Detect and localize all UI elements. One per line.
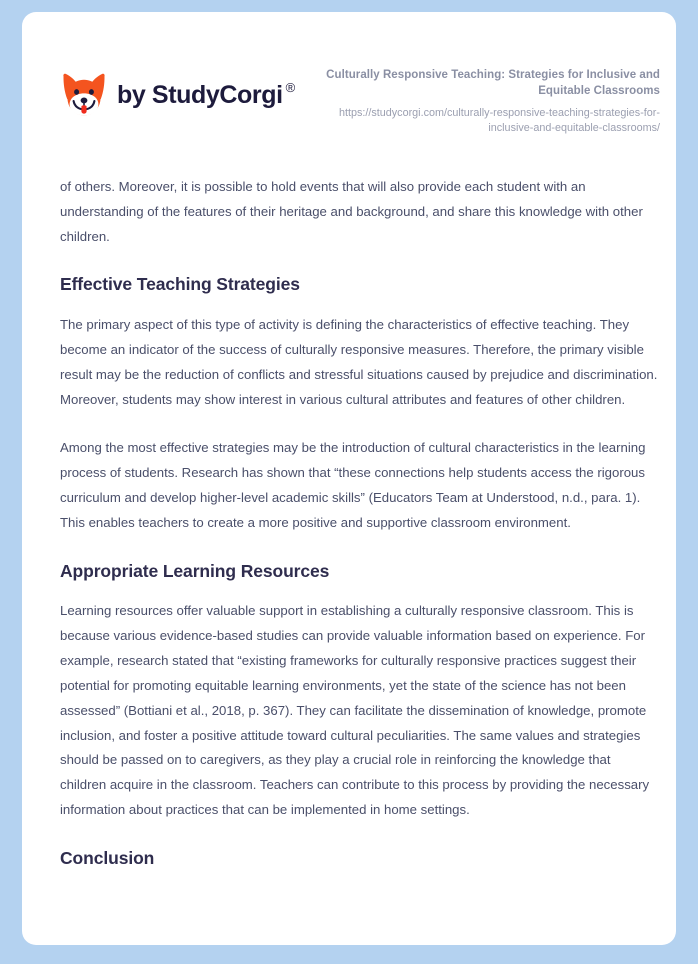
- corgi-logo-icon: [60, 73, 108, 117]
- document-header: [22, 12, 676, 159]
- paragraph-effective-teaching-2: Among the most effective strategies may be the introduction of cultural characteristics in the learning process of students. Research has shown that “these connections help students access the rigorous curriculum and develop higher-level academic skills” (Educators Team at Understood, n.d., para. 1). This enables teachers to create a more positive and supportive classroom environment.: [60, 440, 646, 530]
- heading-conclusion: Conclusion: [60, 847, 155, 868]
- paragraph-continued-intro: of others. Moreover, it is possible to hold events that will also provide each student with an understanding of the features of their heritage and background, and share this knowledge with other children.: [60, 179, 643, 244]
- brand-wordmark-text: by StudyCorgi: [117, 80, 283, 109]
- header-meta: [295, 65, 660, 136]
- paragraph-learning-resources-1: Learning resources offer valuable support in establishing a culturally responsive classroom. This is because various evidence-based studies can provide valuable information based on experience. For example, research stated that “existing frameworks for culturally responsive practices suggest their potential for promoting equitable learning environments, yet the state of the science has not been assessed” (Bottiani et al., 2018, p. 367). They can facilitate the dissemination of knowledge, promote inclusion, and foster a positive attitude toward cultural peculiarities. The same values and strategies should be passed on to caregivers, as they play a crucial role in reinforcing the knowledge that children acquire in the classroom. Teachers can contribute to this process by providing the necessary information about practices that can be implemented in home settings.: [60, 603, 650, 817]
- document-title: Culturally Responsive Teaching: Strategies for Inclusive and Equitable Classrooms: [326, 69, 660, 98]
- heading-effective-teaching-strategies: Effective Teaching Strategies: [60, 274, 300, 295]
- heading-appropriate-learning-resources: Appropriate Learning Resources: [60, 560, 330, 581]
- document-page-sheet: [22, 12, 676, 945]
- source-url[interactable]: https://studycorgi.com/culturally-responsive-teaching-strategies-for-inclusive-and-equitable-classrooms/: [338, 106, 660, 134]
- document-body: [60, 175, 660, 870]
- brand-wordmark: [117, 79, 295, 109]
- registered-trademark-icon: ®: [285, 79, 295, 95]
- paragraph-effective-teaching-1: The primary aspect of this type of activity is defining the characteristics of effective teaching. They become an indicator of the success of culturally responsive measures. Therefore, the primary visible result may be the reduction of conflicts and stressful situations caused by prejudice and discrimination. Moreover, students may show interest in various cultural attributes and features of other children.: [60, 317, 658, 407]
- brand-lockup[interactable]: [60, 73, 295, 117]
